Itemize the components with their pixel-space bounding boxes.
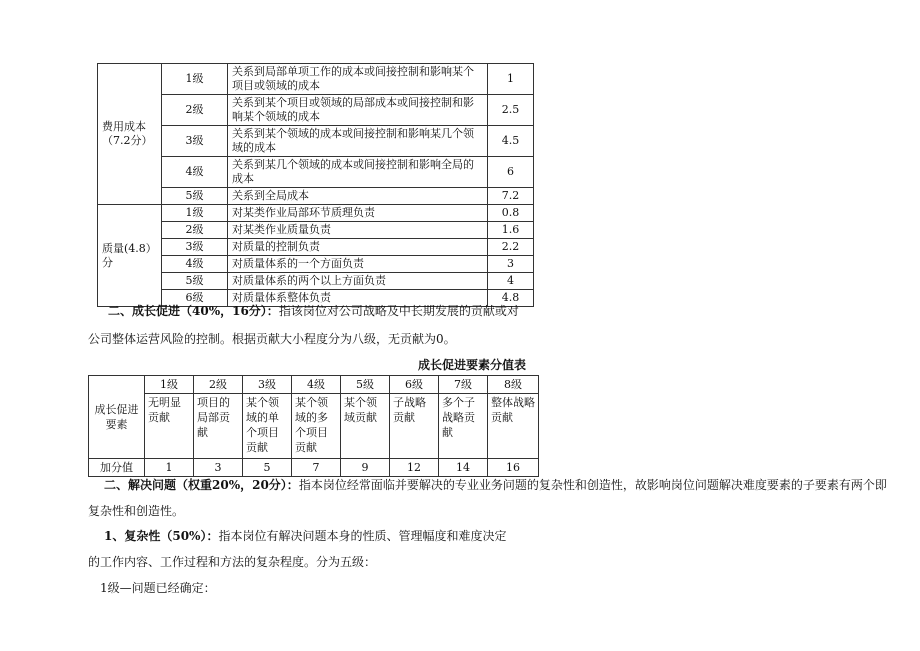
growth-score-table xyxy=(88,375,539,477)
cost-table-desc: 对质量体系的一个方面负责 xyxy=(228,256,488,273)
cost-table-level: 1级 xyxy=(162,205,228,222)
cost-table-desc: 对质量的控制负责 xyxy=(228,239,488,256)
cost-table-level: 2级 xyxy=(162,95,228,126)
growth-level-header: 3级 xyxy=(243,376,292,394)
cost-quality-table xyxy=(97,63,534,307)
cost-table-row xyxy=(98,205,534,222)
cost-table-desc: 对某类作业质量负责 xyxy=(228,222,488,239)
cost-table-level: 5级 xyxy=(162,273,228,290)
growth-score-label: 加分值 xyxy=(89,459,145,477)
growth-level-desc: 某个领域贡献 xyxy=(341,394,390,459)
growth-level-score: 1 xyxy=(145,459,194,477)
growth-level-desc: 无明显贡献 xyxy=(145,394,194,459)
cost-table-value: 6 xyxy=(488,157,534,188)
cost-table-row xyxy=(98,64,534,95)
growth-level-header: 6级 xyxy=(390,376,439,394)
cost-table-category: 费用成本（7.2分） xyxy=(98,64,162,205)
growth-level-header: 1级 xyxy=(145,376,194,394)
cost-table-category: 质量(4.8）分 xyxy=(98,205,162,307)
cost-table-level: 2级 xyxy=(162,222,228,239)
cost-table-row xyxy=(98,222,534,239)
cost-table-value: 7.2 xyxy=(488,188,534,205)
cost-table-value: 4.8 xyxy=(488,290,534,307)
growth-text1: 指该岗位对公司战略及中长期发展的贡献或对 xyxy=(278,304,519,318)
cost-table-value: 2.2 xyxy=(488,239,534,256)
problem-paragraph-line2: 复杂性和创造性。 xyxy=(88,504,185,518)
growth-level-score: 7 xyxy=(292,459,341,477)
growth-level-header: 4级 xyxy=(292,376,341,394)
cost-table-row xyxy=(98,273,534,290)
cost-table-desc: 对某类作业局部环节质理负责 xyxy=(228,205,488,222)
cost-table-value: 0.8 xyxy=(488,205,534,222)
growth-level-header: 7级 xyxy=(439,376,488,394)
growth-table-title: 成长促进要素分值表 xyxy=(418,358,527,372)
cost-table-desc: 关系到某个领域的成本或间接控制和影响某几个领域的成本 xyxy=(228,126,488,157)
cost-table-row xyxy=(98,157,534,188)
problem-text1: 指本岗位经常面临并要解决的专业业务问题的复杂性和创造性，故影响岗位问题解决难度要素的子要素有两个即 xyxy=(298,478,887,492)
growth-level-score: 9 xyxy=(341,459,390,477)
complexity-paragraph-line2: 的工作内容、工作过程和方法的复杂程度。分为五级： xyxy=(88,555,377,569)
growth-level-desc: 多个子战略贡献 xyxy=(439,394,488,459)
cost-table-level: 4级 xyxy=(162,157,228,188)
cost-table-desc: 对质量体系整体负责 xyxy=(228,290,488,307)
cost-table-row xyxy=(98,126,534,157)
growth-level-score: 14 xyxy=(439,459,488,477)
growth-paragraph-line1 xyxy=(108,302,519,319)
growth-level-score: 5 xyxy=(243,459,292,477)
cost-table-desc: 关系到某个项目或领域的局部成本或间接控制和影响某个领域的成本 xyxy=(228,95,488,126)
cost-table-level: 6级 xyxy=(162,290,228,307)
cost-table-row xyxy=(98,239,534,256)
growth-level-desc: 某个领域的单个项目贡献 xyxy=(243,394,292,459)
growth-table-desc-row xyxy=(89,394,539,459)
cost-table-row xyxy=(98,188,534,205)
complexity-heading: 1、复杂性（50%）： xyxy=(104,529,219,543)
cost-table-desc: 关系到全局成本 xyxy=(228,188,488,205)
cost-table-level: 3级 xyxy=(162,239,228,256)
cost-table-row xyxy=(98,256,534,273)
growth-row-label: 成长促进要素 xyxy=(89,376,145,459)
growth-level-score: 16 xyxy=(488,459,539,477)
cost-table-value: 3 xyxy=(488,256,534,273)
cost-table-value: 2.5 xyxy=(488,95,534,126)
problem-paragraph-line1 xyxy=(104,476,887,493)
growth-level-desc: 子战略贡献 xyxy=(390,394,439,459)
growth-heading: 二、成长促进（40%，16分）： xyxy=(108,304,279,318)
complexity-paragraph-line1 xyxy=(104,527,506,544)
problem-heading: 二、解决问题（权重20%，20分）： xyxy=(104,478,299,492)
growth-level-header: 8级 xyxy=(488,376,539,394)
cost-table-level: 1级 xyxy=(162,64,228,95)
cost-table-value: 1 xyxy=(488,64,534,95)
cost-table-level: 4级 xyxy=(162,256,228,273)
growth-paragraph-line2: 公司整体运营风险的控制。根据贡献大小程度分为八级，无贡献为0。 xyxy=(88,332,456,346)
complexity-paragraph-line3: 1级—问题已经确定： xyxy=(100,581,216,595)
complexity-text1: 指本岗位有解决问题本身的性质、管理幅度和难度决定 xyxy=(218,529,507,543)
cost-table-value: 1.6 xyxy=(488,222,534,239)
growth-level-desc: 项目的局部贡献 xyxy=(194,394,243,459)
cost-table-level: 5级 xyxy=(162,188,228,205)
growth-level-score: 12 xyxy=(390,459,439,477)
growth-level-desc: 整体战略贡献 xyxy=(488,394,539,459)
growth-level-header: 2级 xyxy=(194,376,243,394)
growth-level-score: 3 xyxy=(194,459,243,477)
growth-table-header-row xyxy=(89,376,539,394)
growth-level-desc: 某个领域的多个项目贡献 xyxy=(292,394,341,459)
growth-level-header: 5级 xyxy=(341,376,390,394)
cost-table-desc: 关系到局部单项工作的成本或间接控制和影响某个项目或领域的成本 xyxy=(228,64,488,95)
cost-table-row xyxy=(98,95,534,126)
cost-table-value: 4.5 xyxy=(488,126,534,157)
cost-table-value: 4 xyxy=(488,273,534,290)
cost-table-desc: 对质量体系的两个以上方面负责 xyxy=(228,273,488,290)
cost-table-desc: 关系到某几个领域的成本或间接控制和影响全局的成本 xyxy=(228,157,488,188)
cost-table-level: 3级 xyxy=(162,126,228,157)
growth-table-score-row xyxy=(89,459,539,477)
